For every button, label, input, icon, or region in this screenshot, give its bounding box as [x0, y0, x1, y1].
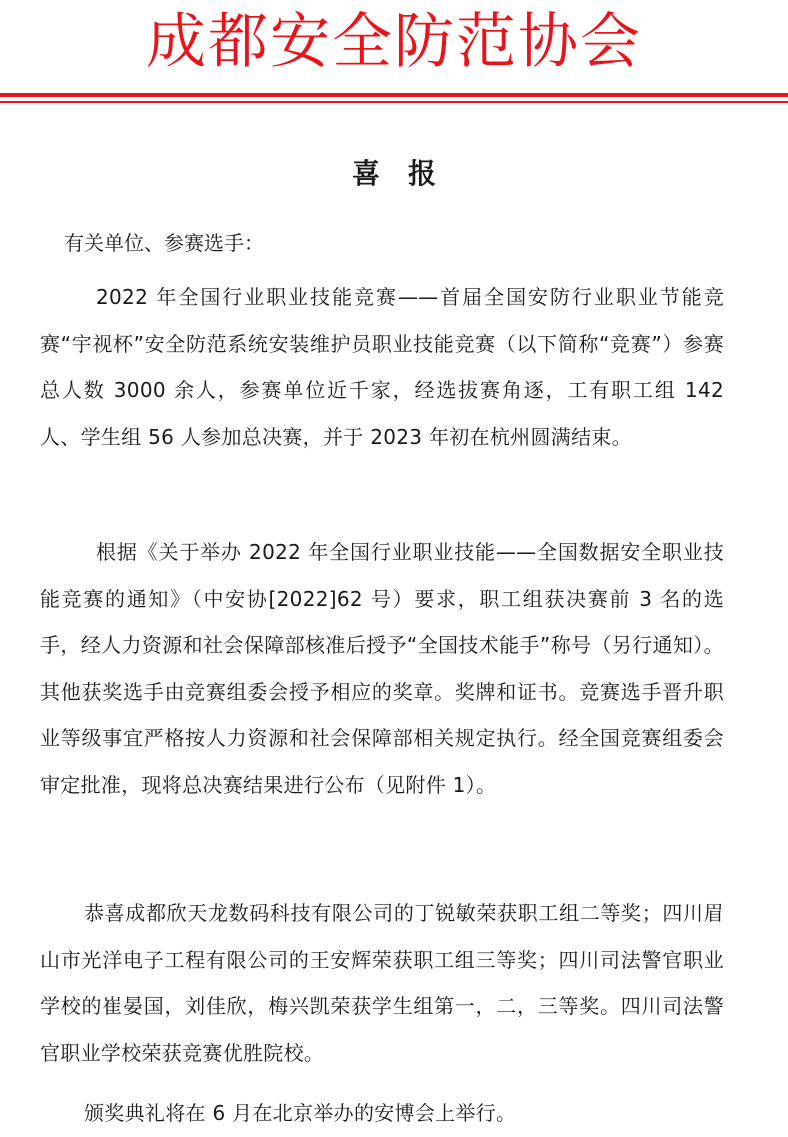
document-title-char-1: 喜 [351, 157, 380, 190]
header-rule-thin [0, 101, 788, 103]
paragraph-competition-summary: 2022 年全国行业职业技能竞赛——首届全国安防行业职业节能竞赛“宇视杯”安全防范系统安装维护员职业技能竞赛（以下简称“竞赛”）参赛总人数 3000 余人，参赛单位近千家，经选拔赛角逐，工有职工组 142 人、学生组 56 人参加总决赛，并于 2023 年初在杭州圆满结束。 [40, 285, 724, 449]
paragraph-ceremony: 颁奖典礼将在 6 月在北京举办的安博会上举行。 [84, 1101, 517, 1125]
organization-name: 成都安全防范协会 [146, 7, 642, 77]
header-rule-thick [0, 93, 788, 97]
paragraph-congratulations: 恭喜成都欣天龙数码科技有限公司的丁锐敏荣获职工组二等奖；四川眉山市光洋电子工程有限公司的王安辉荣获职工组三等奖；四川司法警官职业学校的崔晏国，刘佳欣，梅兴凯荣获学生组第一，二，三等奖。四川司法警官职业学校荣获竞赛优胜院校。 [40, 901, 724, 1065]
salutation: 有关单位、参赛选手： [64, 231, 264, 255]
paragraph-award-rules: 根据《关于举办 2022 年全国行业职业技能——全国数据安全职业技能竞赛的通知》（中安协[2022]62 号）要求，职工组获决赛前 3 名的选手，经人力资源和社会保障部核准后授予“全国技术能手”称号（另行通知）。其他获奖选手由竞赛组委会授予相应的奖章。奖牌和证书。竞赛选手晋升职业等级事宜严格按人力资源和社会保障部相关规定执行。经全国竞赛组委会审定批准，现将总决赛结果进行公布（见附件 1）。 [40, 540, 724, 797]
document-title [0, 152, 788, 196]
document-title-char-2: 报 [408, 157, 437, 190]
